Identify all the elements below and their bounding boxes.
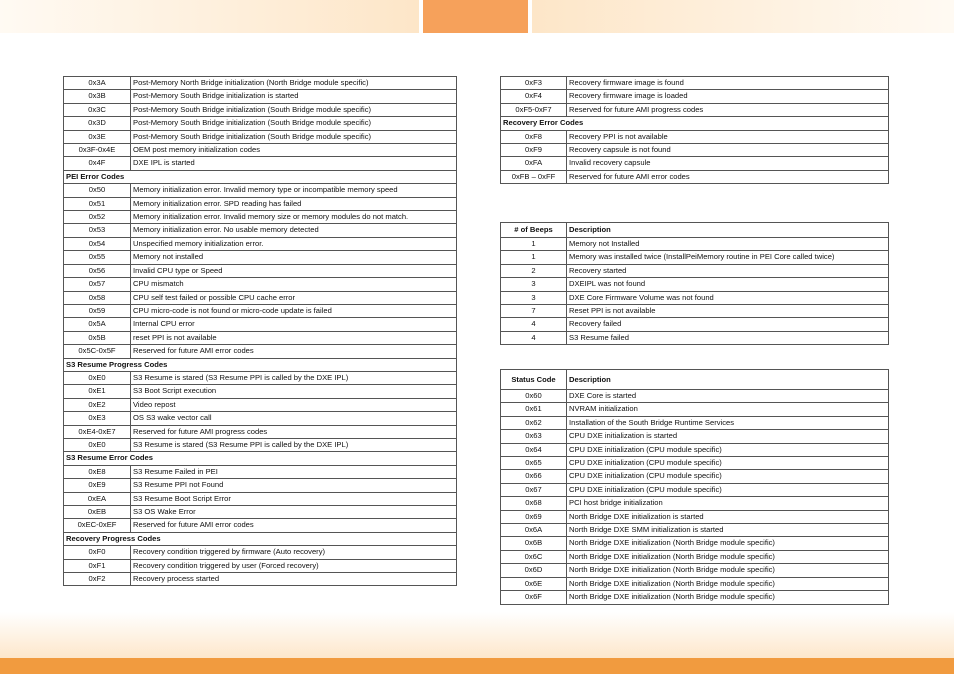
- description-cell: Memory was installed twice (InstallPeiMemory routine in PEI Core called twice): [567, 251, 889, 264]
- table-row: [501, 305, 889, 318]
- table-row: [501, 264, 889, 277]
- section-title: S3 Resume Progress Codes: [64, 358, 457, 371]
- table-row: [501, 443, 889, 456]
- description-cell: DXE Core is started: [567, 390, 889, 403]
- table-row: [501, 550, 889, 563]
- code-cell: 0x59: [64, 304, 131, 317]
- table-row: [501, 403, 889, 416]
- table-row: [501, 103, 889, 116]
- code-cell: 0x6F: [501, 591, 567, 604]
- code-cell: 0xF8: [501, 130, 567, 143]
- description-cell: CPU DXE initialization (CPU module specific): [567, 483, 889, 496]
- description-cell: NVRAM initialization: [567, 403, 889, 416]
- post-code-table-left: [63, 76, 457, 586]
- code-cell: 0x62: [501, 416, 567, 429]
- description-cell: Reserved for future AMI progress codes: [131, 425, 457, 438]
- code-cell: 4: [501, 331, 567, 344]
- description-cell: Recovery capsule is not found: [567, 144, 889, 157]
- description-cell: Reserved for future AMI error codes: [131, 345, 457, 358]
- code-cell: 0x54: [64, 237, 131, 250]
- description-cell: Memory not installed: [131, 251, 457, 264]
- table-row: [64, 130, 457, 143]
- code-cell: 0x69: [501, 510, 567, 523]
- code-cell: 0xF3: [501, 77, 567, 90]
- section-header-row: [64, 452, 457, 465]
- code-cell: 0xE0: [64, 438, 131, 451]
- code-cell: 0xEC-0xEF: [64, 519, 131, 532]
- code-cell: 0x65: [501, 457, 567, 470]
- description-cell: Memory initialization error. No usable memory detected: [131, 224, 457, 237]
- table-row: [64, 506, 457, 519]
- description-cell: North Bridge DXE initialization (North Bridge module specific): [567, 564, 889, 577]
- code-cell: 0x67: [501, 483, 567, 496]
- column-header-beeps: # of Beeps: [501, 223, 567, 238]
- table-row: [64, 371, 457, 384]
- table-row: [64, 291, 457, 304]
- table-row: [501, 251, 889, 264]
- table-row: [501, 331, 889, 344]
- footer-gradient: [0, 612, 954, 658]
- description-cell: S3 Resume PPI not Found: [131, 479, 457, 492]
- header-band-right: [532, 0, 954, 33]
- section-header-row: [64, 532, 457, 545]
- code-cell: 0xF9: [501, 144, 567, 157]
- table-row: [64, 345, 457, 358]
- description-cell: Video repost: [131, 398, 457, 411]
- code-cell: 0x51: [64, 197, 131, 210]
- code-cell: 0xE4-0xE7: [64, 425, 131, 438]
- table-row: [64, 211, 457, 224]
- code-cell: 0x58: [64, 291, 131, 304]
- description-cell: Recovery condition triggered by user (Forced recovery): [131, 559, 457, 572]
- code-cell: 0x55: [64, 251, 131, 264]
- table-row: [64, 331, 457, 344]
- description-cell: PCI host bridge initialization: [567, 497, 889, 510]
- table-row: [64, 465, 457, 478]
- table-row: [64, 438, 457, 451]
- description-cell: Internal CPU error: [131, 318, 457, 331]
- description-cell: Recovery failed: [567, 318, 889, 331]
- column-header-status-code: Status Code: [501, 370, 567, 390]
- code-cell: 0xFA: [501, 157, 567, 170]
- column-header-description: Description: [567, 370, 889, 390]
- code-cell: 0xF1: [64, 559, 131, 572]
- code-cell: 0x61: [501, 403, 567, 416]
- description-cell: Reserved for future AMI error codes: [131, 519, 457, 532]
- code-cell: 0xEA: [64, 492, 131, 505]
- description-cell: CPU DXE initialization is started: [567, 430, 889, 443]
- description-cell: Invalid CPU type or Speed: [131, 264, 457, 277]
- table-row: [64, 559, 457, 572]
- description-cell: Recovery firmware image is loaded: [567, 90, 889, 103]
- code-cell: 0x53: [64, 224, 131, 237]
- description-cell: North Bridge DXE initialization (North Bridge module specific): [567, 577, 889, 590]
- description-cell: DXEIPL was not found: [567, 278, 889, 291]
- description-cell: Recovery firmware image is found: [567, 77, 889, 90]
- description-cell: North Bridge DXE initialization (North Bridge module specific): [567, 537, 889, 550]
- description-cell: S3 OS Wake Error: [131, 506, 457, 519]
- table-row: [64, 90, 457, 103]
- description-cell: North Bridge DXE initialization (North Bridge module specific): [567, 550, 889, 563]
- dxe-status-code-table: [500, 369, 889, 605]
- description-cell: S3 Resume Failed in PEI: [131, 465, 457, 478]
- code-cell: 1: [501, 251, 567, 264]
- table-header-row: [501, 223, 889, 238]
- code-cell: 0x6D: [501, 564, 567, 577]
- code-cell: 0x6C: [501, 550, 567, 563]
- code-cell: 1: [501, 238, 567, 251]
- description-cell: CPU DXE initialization (CPU module specific): [567, 457, 889, 470]
- footer-band: [0, 658, 954, 674]
- code-cell: 0xE0: [64, 371, 131, 384]
- table-row: [64, 157, 457, 170]
- description-cell: North Bridge DXE initialization is started: [567, 510, 889, 523]
- table-row: [64, 278, 457, 291]
- description-cell: Unspecified memory initialization error.: [131, 237, 457, 250]
- code-cell: 0x64: [501, 443, 567, 456]
- section-header-row: [64, 170, 457, 183]
- column-header-description: Description: [567, 223, 889, 238]
- code-cell: 0xFB – 0xFF: [501, 170, 567, 183]
- table-row: [501, 130, 889, 143]
- table-row: [501, 483, 889, 496]
- description-cell: S3 Boot Script execution: [131, 385, 457, 398]
- code-cell: 4: [501, 318, 567, 331]
- description-cell: Post-Memory South Bridge initialization is started: [131, 90, 457, 103]
- code-cell: 0x6E: [501, 577, 567, 590]
- description-cell: S3 Resume Boot Script Error: [131, 492, 457, 505]
- code-cell: 0xE2: [64, 398, 131, 411]
- code-cell: 0xE9: [64, 479, 131, 492]
- description-cell: CPU self test failed or possible CPU cache error: [131, 291, 457, 304]
- code-cell: 0x56: [64, 264, 131, 277]
- table-row: [64, 398, 457, 411]
- description-cell: DXE Core Firmware Volume was not found: [567, 291, 889, 304]
- table-row: [501, 524, 889, 537]
- table-row: [501, 470, 889, 483]
- description-cell: reset PPI is not available: [131, 331, 457, 344]
- description-cell: OEM post memory initialization codes: [131, 144, 457, 157]
- table-row: [64, 519, 457, 532]
- code-cell: 0x3A: [64, 77, 131, 90]
- description-cell: Recovery process started: [131, 573, 457, 586]
- description-cell: Invalid recovery capsule: [567, 157, 889, 170]
- section-title: Recovery Progress Codes: [64, 532, 457, 545]
- description-cell: Memory initialization error. Invalid memory size or memory modules do not match.: [131, 211, 457, 224]
- code-cell: 0xE8: [64, 465, 131, 478]
- code-cell: 0x52: [64, 211, 131, 224]
- description-cell: Memory not Installed: [567, 238, 889, 251]
- description-cell: S3 Resume failed: [567, 331, 889, 344]
- description-cell: Recovery started: [567, 264, 889, 277]
- description-cell: Reserved for future AMI error codes: [567, 170, 889, 183]
- description-cell: Recovery PPI is not available: [567, 130, 889, 143]
- description-cell: CPU DXE initialization (CPU module specific): [567, 443, 889, 456]
- section-title: Recovery Error Codes: [501, 117, 889, 130]
- code-cell: 0x3B: [64, 90, 131, 103]
- code-cell: 0xF4: [501, 90, 567, 103]
- code-cell: 0xEB: [64, 506, 131, 519]
- description-cell: Recovery condition triggered by firmware (Auto recovery): [131, 546, 457, 559]
- code-cell: 0x5C-0x5F: [64, 345, 131, 358]
- description-cell: Post-Memory South Bridge initialization (South Bridge module specific): [131, 130, 457, 143]
- table-row: [64, 224, 457, 237]
- description-cell: Post-Memory North Bridge initialization (North Bridge module specific): [131, 77, 457, 90]
- description-cell: Reserved for future AMI progress codes: [567, 103, 889, 116]
- table-row: [64, 304, 457, 317]
- code-cell: 0x5B: [64, 331, 131, 344]
- code-cell: 0x68: [501, 497, 567, 510]
- description-cell: Installation of the South Bridge Runtime Services: [567, 416, 889, 429]
- description-cell: CPU DXE initialization (CPU module specific): [567, 470, 889, 483]
- table-row: [64, 385, 457, 398]
- code-cell: 0x3C: [64, 103, 131, 116]
- code-cell: 0x50: [64, 184, 131, 197]
- code-cell: 0x4F: [64, 157, 131, 170]
- code-cell: 0x3E: [64, 130, 131, 143]
- table-row: [501, 278, 889, 291]
- section-header-row: [64, 358, 457, 371]
- description-cell: S3 Resume is stared (S3 Resume PPI is called by the DXE IPL): [131, 438, 457, 451]
- section-title: PEI Error Codes: [64, 170, 457, 183]
- table-row: [501, 510, 889, 523]
- description-cell: OS S3 wake vector call: [131, 412, 457, 425]
- code-cell: 3: [501, 278, 567, 291]
- code-cell: 0x3D: [64, 117, 131, 130]
- table-row: [501, 457, 889, 470]
- description-cell: CPU micro-code is not found or micro-code update is failed: [131, 304, 457, 317]
- table-row: [64, 492, 457, 505]
- table-row: [501, 157, 889, 170]
- table-row: [501, 291, 889, 304]
- code-cell: 3: [501, 291, 567, 304]
- header-band-left: [0, 0, 419, 33]
- code-cell: 0x60: [501, 390, 567, 403]
- table-row: [501, 430, 889, 443]
- table-row: [501, 170, 889, 183]
- beep-code-table: [500, 222, 889, 345]
- description-cell: CPU mismatch: [131, 278, 457, 291]
- description-cell: Memory initialization error. SPD reading has failed: [131, 197, 457, 210]
- table-row: [501, 537, 889, 550]
- table-row: [501, 564, 889, 577]
- description-cell: North Bridge DXE initialization (North Bridge module specific): [567, 591, 889, 604]
- code-cell: 0x6A: [501, 524, 567, 537]
- table-row: [64, 251, 457, 264]
- table-row: [64, 412, 457, 425]
- code-cell: 0x66: [501, 470, 567, 483]
- description-cell: DXE IPL is started: [131, 157, 457, 170]
- table-row: [64, 573, 457, 586]
- code-cell: 0x3F-0x4E: [64, 144, 131, 157]
- table-row: [501, 390, 889, 403]
- table-header-row: [501, 370, 889, 390]
- table-row: [501, 318, 889, 331]
- table-row: [501, 591, 889, 604]
- post-code-table-right: [500, 76, 889, 184]
- table-row: [501, 144, 889, 157]
- table-row: [64, 184, 457, 197]
- code-cell: 0xE1: [64, 385, 131, 398]
- code-cell: 0xF5-0xF7: [501, 103, 567, 116]
- table-row: [64, 479, 457, 492]
- table-row: [64, 197, 457, 210]
- table-row: [64, 117, 457, 130]
- description-cell: Reset PPI is not available: [567, 305, 889, 318]
- table-row: [64, 425, 457, 438]
- table-row: [501, 577, 889, 590]
- table-row: [501, 238, 889, 251]
- table-row: [501, 90, 889, 103]
- table-row: [64, 77, 457, 90]
- table-row: [64, 546, 457, 559]
- description-cell: S3 Resume is stared (S3 Resume PPI is called by the DXE IPL): [131, 371, 457, 384]
- code-cell: 0xF0: [64, 546, 131, 559]
- table-row: [64, 264, 457, 277]
- code-cell: 7: [501, 305, 567, 318]
- table-row: [501, 497, 889, 510]
- code-cell: 0xE3: [64, 412, 131, 425]
- code-cell: 0xF2: [64, 573, 131, 586]
- description-cell: Post-Memory South Bridge initialization (South Bridge module specific): [131, 103, 457, 116]
- description-cell: North Bridge DXE SMM initialization is started: [567, 524, 889, 537]
- table-row: [64, 318, 457, 331]
- code-cell: 0x6B: [501, 537, 567, 550]
- table-row: [501, 77, 889, 90]
- code-cell: 2: [501, 264, 567, 277]
- table-row: [501, 416, 889, 429]
- code-cell: 0x63: [501, 430, 567, 443]
- section-title: S3 Resume Error Codes: [64, 452, 457, 465]
- table-row: [64, 237, 457, 250]
- header-tab: [423, 0, 528, 33]
- table-row: [64, 103, 457, 116]
- description-cell: Post-Memory South Bridge initialization (South Bridge module specific): [131, 117, 457, 130]
- section-header-row: [501, 117, 889, 130]
- code-cell: 0x57: [64, 278, 131, 291]
- code-cell: 0x5A: [64, 318, 131, 331]
- description-cell: Memory initialization error. Invalid memory type or incompatible memory speed: [131, 184, 457, 197]
- table-row: [64, 144, 457, 157]
